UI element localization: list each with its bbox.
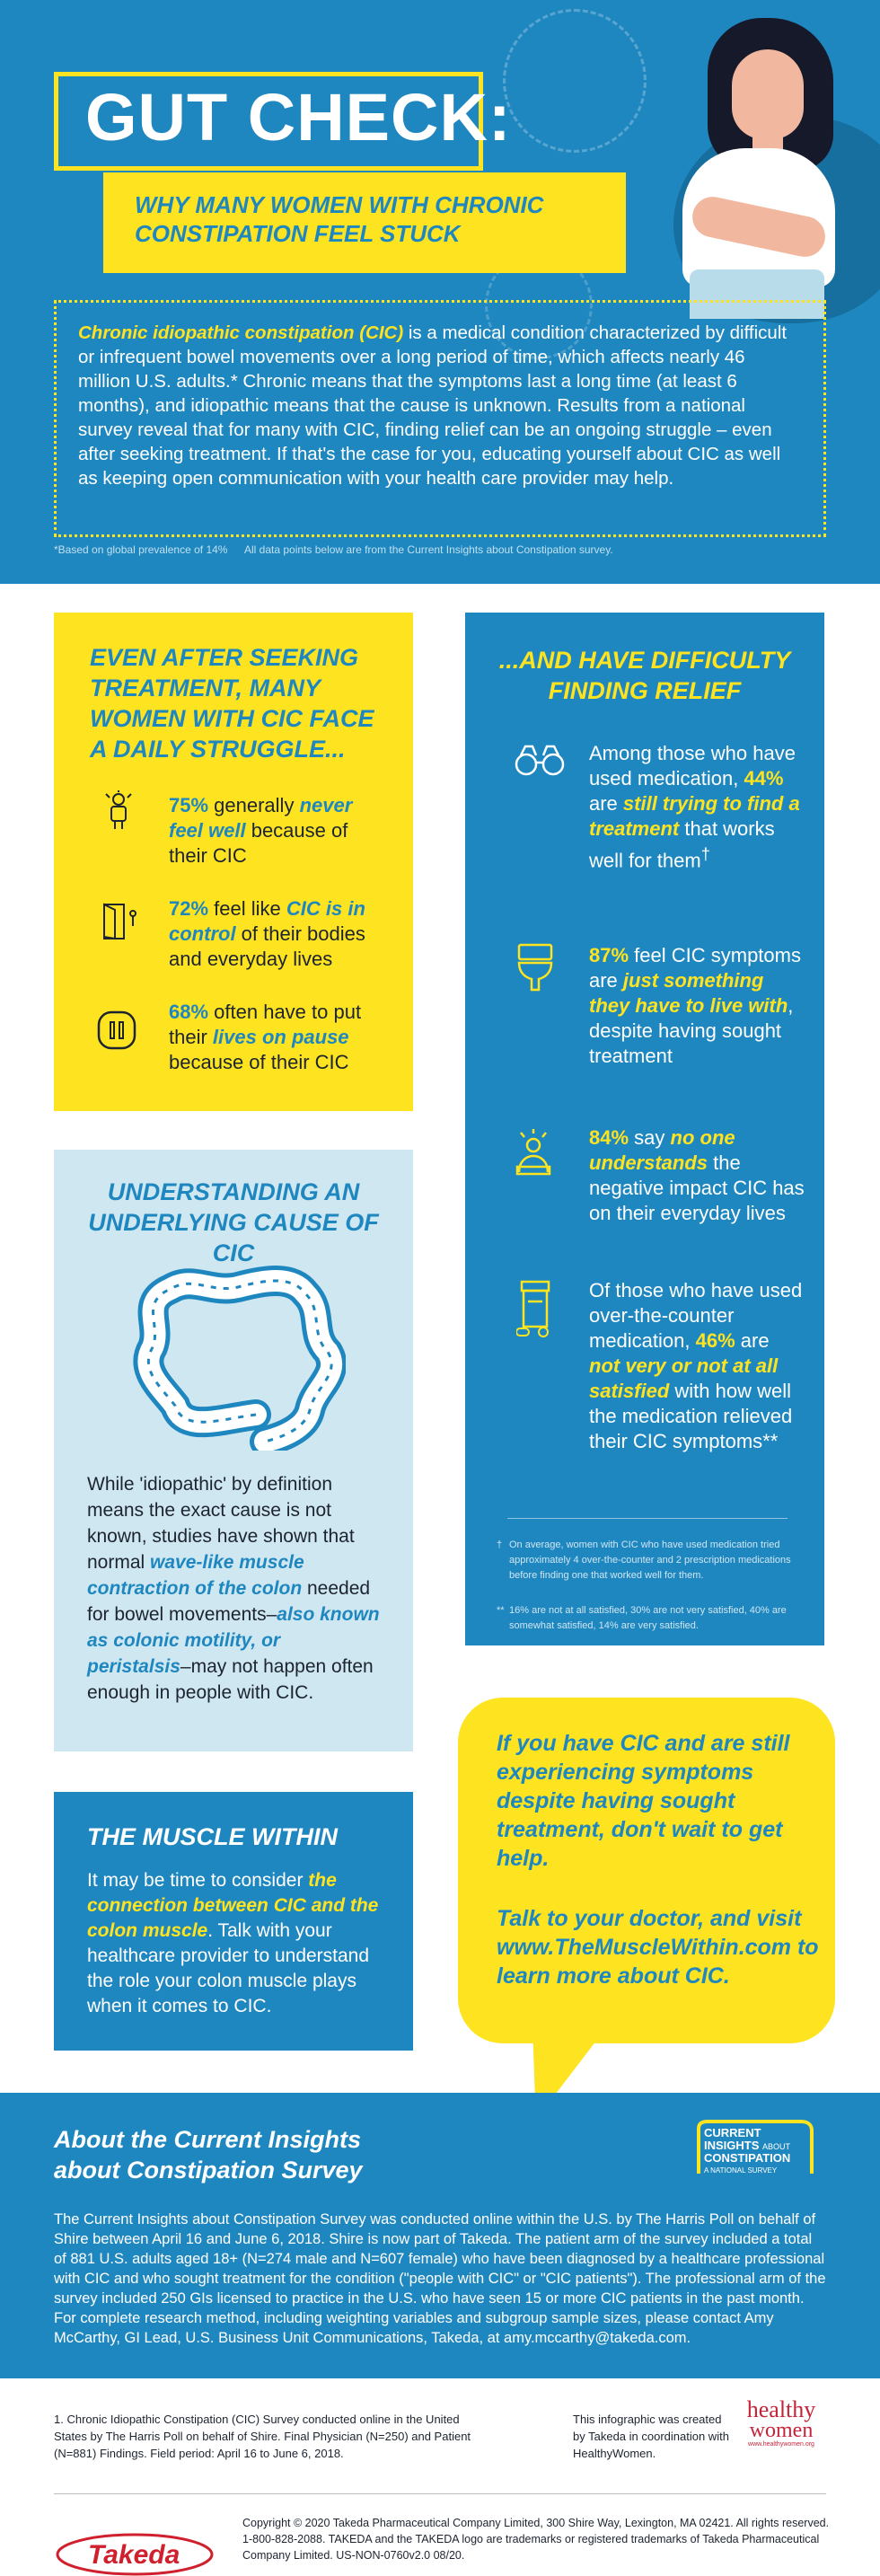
medication-note: On average, women with CIC who have used medication tried approximately 4 over-the-counter and 2 prescription medications before finding one that worked well for them. bbox=[509, 1539, 791, 1581]
healthywomen-logo-line1: healthy bbox=[746, 2396, 816, 2422]
relief-heading: ...AND HAVE DIFFICULTY FINDING RELIEF bbox=[498, 647, 791, 704]
intro-box bbox=[54, 300, 826, 537]
page-subtitle: WHY MANY WOMEN WITH CHRONIC CONSTIPATION FEEL STUCK bbox=[135, 191, 544, 247]
survey-logo-line4: A NATIONAL SURVEY bbox=[704, 2166, 778, 2175]
stat-lives-on-pause: 68% often have to put their lives on pause because of their CIC bbox=[169, 1001, 362, 1073]
cta-text: If you have CIC and are still experiencing symptoms despite having sought treatment, don't wait to get help. bbox=[497, 1731, 790, 1871]
prevalence-footnote: *Based on global prevalence of 14% bbox=[54, 543, 228, 556]
stat-not-satisfied: Of those who have used over-the-counter medication, 46% are not very or not at all satisfied with how well the medication relieved their CIC symptoms** bbox=[589, 1279, 803, 1452]
copyright-text: Copyright © 2020 Takeda Pharmaceutical Company Limited, 300 Shire Way, Lexington, MA 02421. All rights reserved. 1-800-828-2088. TAKEDA and the TAKEDA logo are trademarks or registered trademarks of Takeda Pharmaceutical Company Limited. US-NON-0760v2.0 08/20. bbox=[242, 2517, 830, 2562]
healthywomen-logo-url: www.healthywomen.org bbox=[748, 2441, 814, 2448]
satisfaction-note: 16% are not at all satisfied, 30% are not very satisfied, 40% are somewhat satisfied, 14% are very satisfied. bbox=[509, 1605, 787, 1631]
pause-icon bbox=[97, 1010, 136, 1050]
pill-bottle-icon bbox=[516, 1280, 556, 1337]
stressed-person-icon bbox=[514, 1127, 553, 1178]
takeda-logo bbox=[54, 2527, 216, 2576]
cause-text: While 'idiopathic' by definition means the exact cause is not known, studies have shown that normal wave-like muscle contraction of the colon needed for bowel movements–also known as colonic motility, or peristalsis–may not happen often enough in people with CIC. bbox=[87, 1474, 380, 1703]
struggle-heading: EVEN AFTER SEEKING TREATMENT, MANY WOMEN WITH CIC FACE A DAILY STRUGGLE... bbox=[90, 644, 374, 763]
woman-face bbox=[732, 49, 804, 139]
healthywomen-logo-line2: women bbox=[749, 2419, 814, 2442]
survey-logo-line1: CURRENT bbox=[704, 2126, 761, 2139]
survey-logo-line3: CONSTIPATION bbox=[704, 2151, 791, 2165]
decorative-circle bbox=[503, 9, 647, 153]
footer-divider bbox=[54, 2493, 826, 2494]
binoculars-icon bbox=[512, 741, 568, 781]
stat-cic-in-control: 72% feel like CIC is in control of their bodies and everyday lives bbox=[169, 897, 365, 970]
door-icon bbox=[99, 901, 138, 940]
cause-heading: UNDERSTANDING AN UNDERLYING CAUSE OF CIC bbox=[88, 1178, 379, 1266]
divider bbox=[507, 1518, 788, 1519]
stat-no-one-understands: 84% say no one understands the negative impact CIC has on their everyday lives bbox=[589, 1126, 805, 1224]
survey-logo bbox=[691, 2120, 817, 2183]
survey-footnote: All data points below are from the Current Insights about Constipation survey. bbox=[244, 543, 613, 556]
intro-text: Chronic idiopathic constipation (CIC) is a medical condition characterized by difficult or infrequent bowel movements over a long period of time, which affects nearly 46 million U.S. adults.* Chronic means that the symptoms last a long time (at least 6 months), and idiopathic means that the cause is unknown. Results from a national survey reveal that for many with CIC, finding relief can be an ongoing struggle – even after seeking treatment. If that's the case for you, educating yourself about CIC as well as keeping open communication with your health care provider may help. bbox=[78, 322, 788, 489]
takeda-logo-text: Takeda bbox=[88, 2540, 180, 2570]
unwell-person-icon bbox=[99, 790, 138, 830]
stat-live-with-it: 87% feel CIC symptoms are just something they have to live with, despite having sought treatment bbox=[589, 944, 801, 1067]
cta-link-text[interactable]: Talk to your doctor, and visit www.TheMuscleWithin.com to learn more about CIC. bbox=[497, 1906, 819, 1989]
dagger-mark: † bbox=[497, 1539, 503, 1550]
toilet-icon bbox=[515, 943, 555, 993]
stat-still-trying: Among those who have used medication, 44% are still trying to find a treatment that works well for them† bbox=[589, 742, 800, 872]
stat-never-feel-well: 75% generally never feel well because of their CIC bbox=[169, 794, 353, 867]
colon-illustration bbox=[121, 1262, 346, 1451]
page-title: GUT CHECK: bbox=[85, 80, 512, 154]
healthywomen-logo bbox=[736, 2396, 826, 2448]
double-asterisk-mark: ** bbox=[497, 1605, 505, 1616]
muscle-within-text: It may be time to consider the connection between CIC and the colon muscle. Talk with your healthcare provider to understand the role your colon muscle plays when it comes to CIC. bbox=[87, 1870, 379, 2016]
survey-logo-line2: INSIGHTS ABOUT bbox=[704, 2139, 791, 2152]
survey-footnote-ref: 1. Chronic Idiopathic Constipation (CIC) Survey conducted online in the United States by The Harris Poll on behalf of Shire. Final Physician (N=250) and Patient (N=881) Findings. Field period: April 16 to June 6, 2018. bbox=[54, 2413, 471, 2460]
about-text: The Current Insights about Constipation Survey was conducted online within the U.S. by The Harris Poll on behalf of Shire between April 16 and June 6, 2018. Shire is now part of Takeda. The patient arm of the survey included a total of 881 U.S. adults aged 18+ (N=274 male and N=607 female) who have been diagnosed by a healthcare professional with CIC and who sought treatment for the condition ("people with CIC" or "CIC patients"). The professional arm of the survey included 250 GIs licensed to practice in the U.S. who have seen 15 or more CIC patients in the past month. For complete research method, including weighting variables and subgroup sample sizes, please contact Amy McCarthy, GI Lead, U.S. Business Unit Communications, Takeda, at amy.mccarthy@takeda.com. bbox=[54, 2211, 826, 2346]
about-heading: About the Current Insights about Constipation Survey bbox=[54, 2126, 363, 2183]
muscle-within-heading: THE MUSCLE WITHIN bbox=[87, 1823, 338, 1850]
created-by-text: This infographic was created by Takeda in coordination with HealthyWomen. bbox=[573, 2413, 729, 2460]
